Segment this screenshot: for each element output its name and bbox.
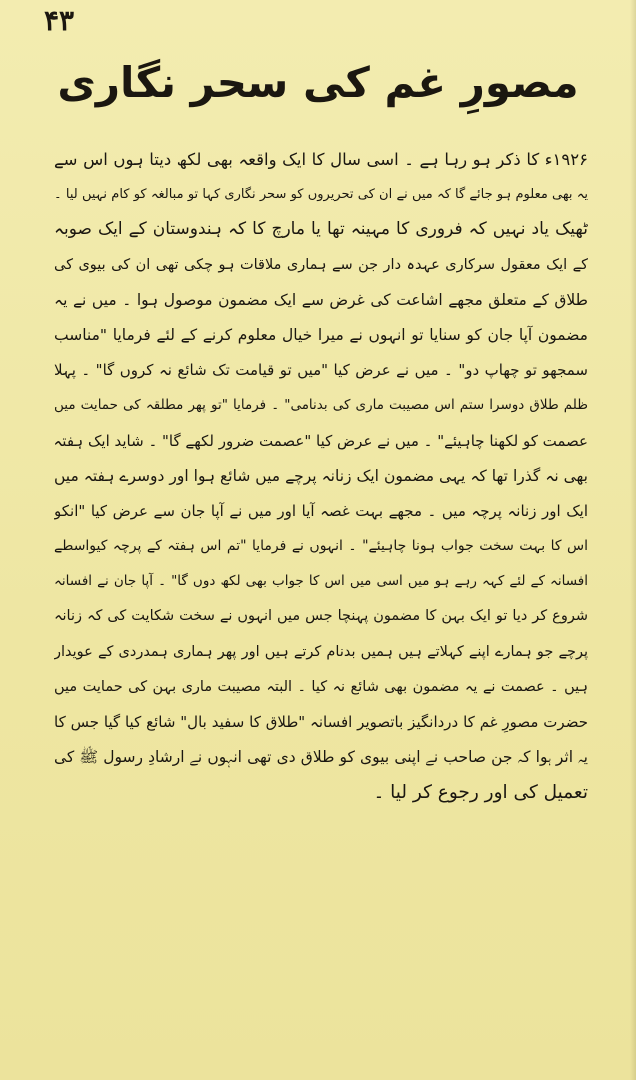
text-line: طلاق کے متعلق مجھے اشاعت کی غرض سے ایک مضمون موصول ہوا ۔ میں نے یہ xyxy=(54,290,588,309)
text-line: کے ایک معقول سرکاری عہدہ دار جن سے ہماری ملاقات ہو چکی تھی ان کی بیوی کی xyxy=(54,256,588,273)
text-line: عصمت کو لکھنا چاہیئے" ۔ میں نے عرض کیا "عصمت ضرور لکھے گا" ۔ شاید ایک ہفتہ xyxy=(54,431,588,450)
text-line: سمجھو تو چھاپ دو" ۔ میں نے عرض کیا "میں تو قیامت تک شائع نہ کروں گا" ۔ پہلا xyxy=(54,361,588,380)
text-line: ٹھیک یاد نہیں کہ فروری کا مہینہ تھا یا مارچ کا کہ ہندوستان کے ایک صوبہ xyxy=(54,219,588,240)
text-line: شروع کر دیا تو ایک بہن کا مضمون پہنچا جس میں انہوں نے سخت شکایت کی کہ زنانہ xyxy=(54,608,588,625)
text-line: حضرت مصورِ غم کا دردانگیز باتصویر افسانہ "طلاق کا سفید بال" شائع کیا گیا جس کا xyxy=(54,713,588,731)
text-line: بھی نہ گذرا تھا کہ یہی مضمون ایک زنانہ پرچے میں شائع ہوا اور دوسرے ہفتہ میں xyxy=(54,466,588,485)
text-line: یہ بھی معلوم ہو جائے گا کہ میں نے ان کی تحریروں کو سحر نگاری کہا تو مبالغہ کو کام نہیں لیا ۔ xyxy=(54,187,588,203)
text-line: یہ اثر ہوا کہ جن صاحب نے اپنی بیوی کو طلاق دی تھی انہوں نے ارشادِ رسول ﷺ کی xyxy=(54,748,588,767)
page-number: ۴۳ xyxy=(44,4,75,37)
text-line: مضمون آپا جان کو سنایا تو انہوں نے میرا خیال معلوم کرنے کے لئے فرمایا "مناسب xyxy=(54,325,588,344)
page-edge-shadow xyxy=(630,0,636,1080)
chapter-title: مصورِ غم کی سحر نگاری xyxy=(57,58,579,107)
text-line: تعمیل کی اور رجوع کر لیا ۔ xyxy=(373,782,588,804)
text-line: ظلم طلاق دوسرا ستم اس مصیبت ماری کی بدنامی" ۔ فرمایا "تو پھر مطلقہ کی حمایت میں xyxy=(54,397,588,414)
text-line: اس کا بہت سخت جواب ہونا چاہیئے" ۔ انہوں نے فرمایا "تم اس ہفتہ کے پرچہ کیواسطے xyxy=(54,538,588,555)
text-line: ایک اور زنانہ پرچہ میں ۔ مجھے بہت غصہ آیا اور میں نے آپا جان سے عرض کیا "انکو xyxy=(54,501,588,520)
text-line: افسانہ کے لئے کہہ رہے ہو میں اسی میں اس کا جواب بھی لکھ دوں گا" ۔ آپا جان نے افسانہ xyxy=(54,573,588,590)
text-line: ہیں ۔ عصمت نے یہ مضمون بھی شائع نہ کیا ۔ البتہ مصیبت ماری بہن کی حمایت میں xyxy=(54,678,588,695)
body-text xyxy=(54,142,588,811)
text-line: پرچے جو ہمارے اپنے کہلاتے ہیں ہمیں بدنام کرتے ہیں اور پھر ہماری ہمدردی کے عویدار xyxy=(54,643,588,660)
text-line: ۱۹۲۶ء کا ذکر ہو رہا ہے ۔ اسی سال کا ایک واقعہ بھی لکھ دیتا ہوں اس سے xyxy=(54,150,588,169)
